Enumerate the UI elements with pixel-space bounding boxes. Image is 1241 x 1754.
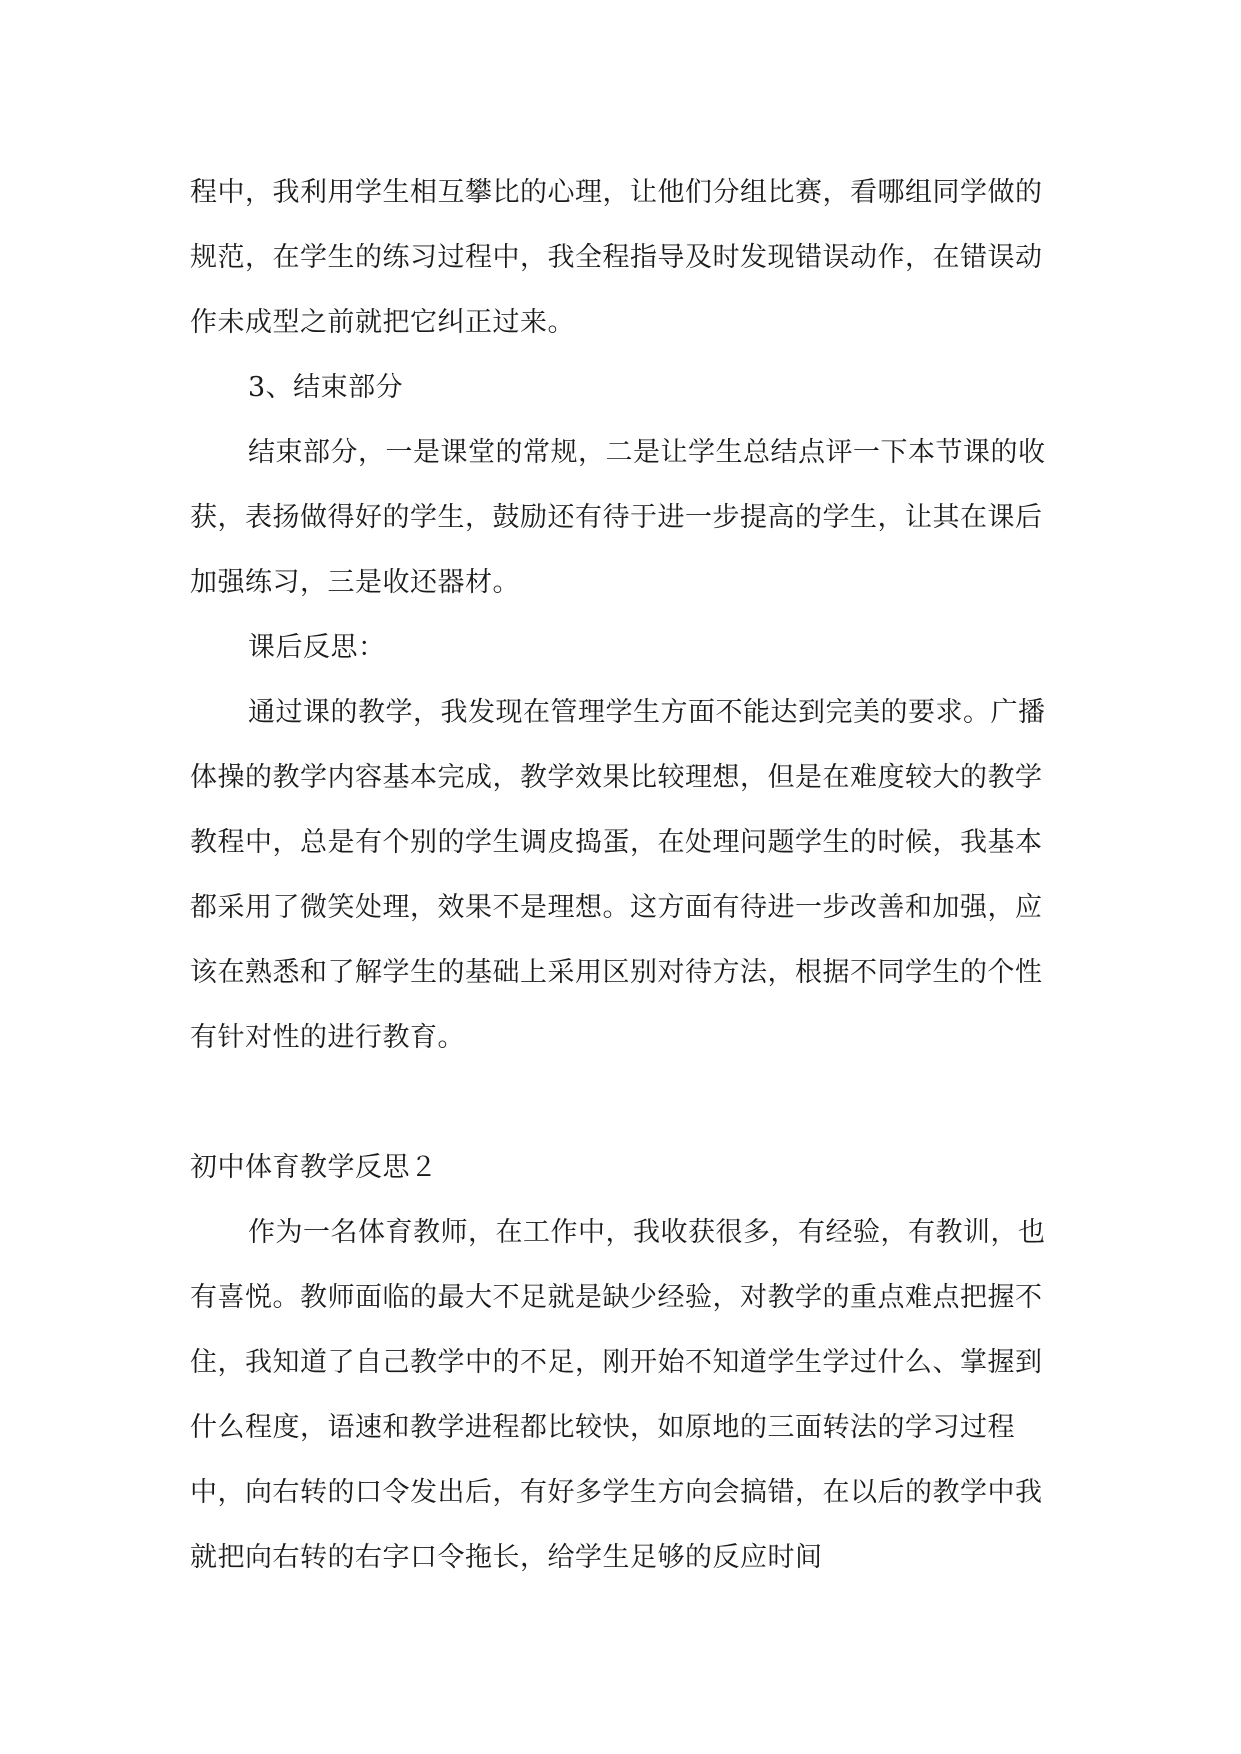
subheading-reflection: 课后反思： [248, 632, 386, 663]
subheading-ending-part: 3、结束部分 [248, 372, 404, 403]
document-page [190, 160, 1060, 1590]
paragraph-section-2: 作为一名体育教师，在工作中，我收获很多，有经验，有教训，也有喜悦。教师面临的最大不足就是缺少经验，对教学的重点难点把握不住，我知道了自己教学中的不足，刚开始不知道学生学过什么、掌握到什么程度，语速和教学进程都比较快，如原地的三面转法的学习过程中，向右转的口令发出后，有好多学生方向会搞错，在以后的教学中我就把向右转的右字口令拖长，给学生足够的反应时间 [190, 1217, 1046, 1573]
section-title: 初中体育教学反思２ [190, 1152, 438, 1183]
paragraph-continued: 程中，我利用学生相互攀比的心理，让他们分组比赛，看哪组同学做的规范，在学生的练习过程中，我全程指导及时发现错误动作，在错误动作未成型之前就把它纠正过来。 [190, 177, 1043, 338]
section-gap [190, 1070, 1060, 1135]
paragraph-ending-part: 结束部分，一是课堂的常规，二是让学生总结点评一下本节课的收获，表扬做得好的学生，鼓励还有待于进一步提高的学生，让其在课后加强练习，三是收还器材。 [190, 437, 1046, 598]
paragraph-reflection: 通过课的教学，我发现在管理学生方面不能达到完美的要求。广播体操的教学内容基本完成，教学效果比较理想，但是在难度较大的教学教程中，总是有个别的学生调皮捣蛋，在处理问题学生的时候，我基本都采用了微笑处理，效果不是理想。这方面有待进一步改善和加强，应该在熟悉和了解学生的基础上采用区别对待方法，根据不同学生的个性有针对性的进行教育。 [190, 697, 1046, 1053]
